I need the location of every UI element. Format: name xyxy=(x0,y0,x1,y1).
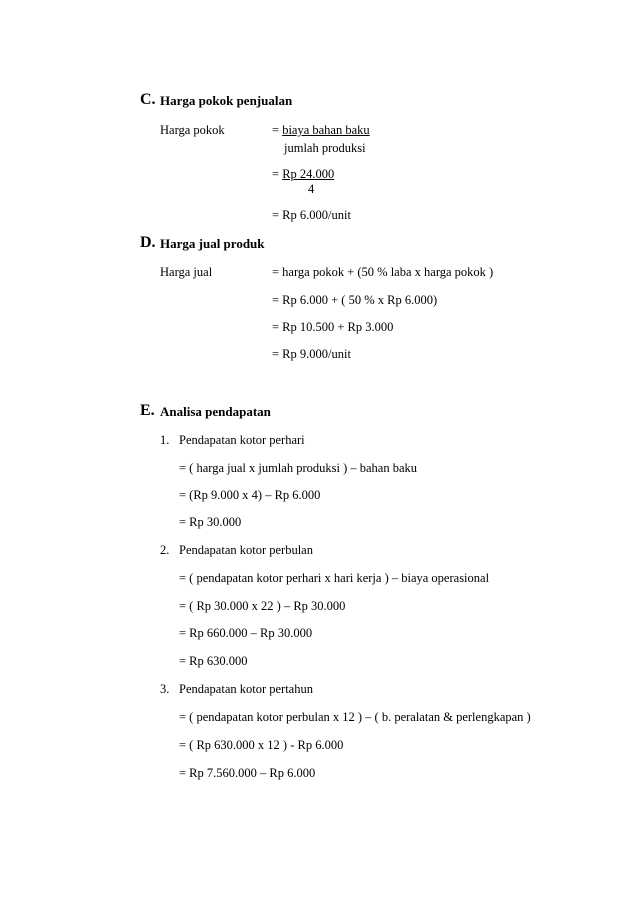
harga-jual-line: = Rp 6.000 + ( 50 % x Rp 6.000) xyxy=(272,293,438,307)
section-d-letter: D. xyxy=(140,234,156,251)
list-item-title: Pendapatan kotor perhari xyxy=(179,433,305,447)
list-item-number: 1. xyxy=(160,433,170,447)
harga-pokok-value-denominator: 4 xyxy=(308,182,315,196)
harga-jual-label: Harga jual xyxy=(160,265,213,279)
harga-pokok-label: Harga pokok xyxy=(160,123,225,137)
list-item-title: Pendapatan kotor pertahun xyxy=(179,682,313,696)
list-item-line: = ( pendapatan kotor perbulan x 12 ) – ( b. peralatan & perlengkapan ) xyxy=(179,710,531,724)
list-item-line: = Rp 660.000 – Rp 30.000 xyxy=(179,626,313,640)
harga-pokok-formula-numerator: = biaya bahan baku xyxy=(272,123,370,137)
section-c-letter: C. xyxy=(140,91,156,108)
list-item-line: = ( Rp 630.000 x 12 ) - Rp 6.000 xyxy=(179,738,344,752)
harga-jual-line: = Rp 9.000/unit xyxy=(272,347,351,361)
section-d-title: Harga jual produk xyxy=(160,236,265,251)
list-item-line: = ( Rp 30.000 x 22 ) – Rp 30.000 xyxy=(179,599,346,613)
list-item-line: = Rp 30.000 xyxy=(179,515,242,529)
list-item-title: Pendapatan kotor perbulan xyxy=(179,543,313,557)
list-item-line: = Rp 7.560.000 – Rp 6.000 xyxy=(179,766,316,780)
list-item-number: 3. xyxy=(160,682,170,696)
list-item-number: 2. xyxy=(160,543,170,557)
harga-pokok-formula-denominator: jumlah produksi xyxy=(284,141,366,155)
harga-pokok-value-numerator: = Rp 24.000 xyxy=(272,167,335,181)
section-e-title: Analisa pendapatan xyxy=(160,404,271,419)
section-c-title: Harga pokok penjualan xyxy=(160,93,293,108)
harga-jual-line: = Rp 10.500 + Rp 3.000 xyxy=(272,320,394,334)
list-item-line: = ( pendapatan kotor perhari x hari kerja ) – biaya operasional xyxy=(179,571,490,585)
list-item-line: = Rp 630.000 xyxy=(179,654,248,668)
harga-jual-line: = harga pokok + (50 % laba x harga pokok ) xyxy=(272,265,494,279)
list-item-line: = (Rp 9.000 x 4) – Rp 6.000 xyxy=(179,488,321,502)
harga-pokok-result: = Rp 6.000/unit xyxy=(272,208,351,222)
section-e-letter: E. xyxy=(140,402,155,419)
list-item-line: = ( harga jual x jumlah produksi ) – bahan baku xyxy=(179,461,418,475)
